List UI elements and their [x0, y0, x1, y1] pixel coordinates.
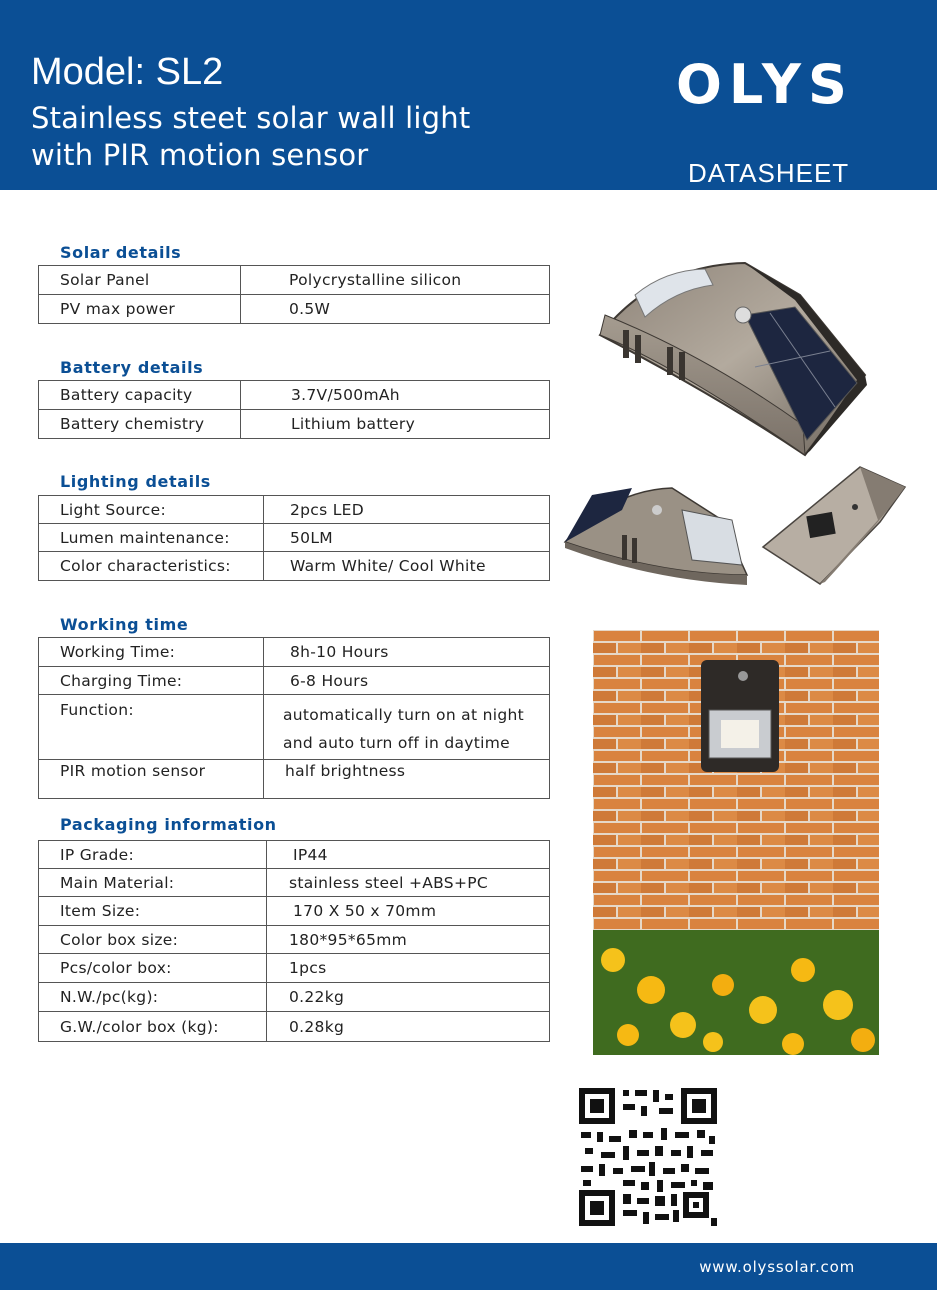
section-title-battery: Battery details: [60, 358, 204, 377]
table-row: [39, 552, 550, 581]
row-label: Item Size:: [39, 897, 267, 926]
brick-wall-mounted-photo: [593, 630, 879, 1055]
product-subtitle: [31, 100, 470, 174]
light-front-view-icon: [562, 480, 757, 590]
row-value: 180*95*65mm: [267, 926, 550, 954]
table-row: [39, 695, 550, 760]
row-label: IP Grade:: [39, 841, 267, 869]
table-row: [39, 638, 550, 667]
row-value: half brightness: [264, 760, 550, 799]
row-value: Polycrystalline silicon: [241, 266, 550, 295]
light-back-view-icon: [760, 462, 908, 587]
row-value: 3.7V/500mAh: [241, 381, 550, 410]
battery-table: [38, 380, 550, 439]
row-value: IP44: [267, 841, 550, 869]
flowers-icon: [593, 930, 879, 1055]
row-value: 0.28kg: [267, 1012, 550, 1042]
row-value: Warm White/ Cool White: [264, 552, 550, 581]
lighting-table: [38, 495, 550, 581]
subtitle-line-2: with PIR motion sensor: [31, 138, 369, 172]
row-value: 0.5W: [241, 295, 550, 324]
header-banner: [0, 0, 937, 190]
row-label: Lumen maintenance:: [39, 524, 264, 552]
table-row: [39, 410, 550, 439]
table-row: [39, 266, 550, 295]
brand-logo: OLYS: [676, 53, 854, 116]
row-value: 6-8 Hours: [264, 667, 550, 695]
section-title-lighting: Lighting details: [60, 472, 211, 491]
row-value: 50LM: [264, 524, 550, 552]
row-label: Function:: [39, 695, 264, 760]
table-row: [39, 760, 550, 799]
row-label: N.W./pc(kg):: [39, 983, 267, 1012]
footer-banner: [0, 1243, 937, 1290]
website-link[interactable]: www.olyssolar.com: [699, 1258, 855, 1276]
row-label: Color box size:: [39, 926, 267, 954]
row-label: Battery chemistry: [39, 410, 241, 439]
table-row: [39, 381, 550, 410]
row-label: Color characteristics:: [39, 552, 264, 581]
working-table: [38, 637, 550, 799]
row-label: Pcs/color box:: [39, 954, 267, 983]
table-row: [39, 869, 550, 897]
row-value: 2pcs LED: [264, 496, 550, 524]
table-row: [39, 667, 550, 695]
function-line-1: automatically turn on at night: [283, 706, 524, 724]
row-label: Charging Time:: [39, 667, 264, 695]
row-label: Main Material:: [39, 869, 267, 897]
table-row: [39, 295, 550, 324]
row-value: Lithium battery: [241, 410, 550, 439]
row-label: Working Time:: [39, 638, 264, 667]
row-label: Battery capacity: [39, 381, 241, 410]
doc-type-label: DATASHEET: [688, 158, 850, 188]
table-row: [39, 524, 550, 552]
row-value: 0.22kg: [267, 983, 550, 1012]
row-label: Solar Panel: [39, 266, 241, 295]
table-row: [39, 897, 550, 926]
row-label: PV max power: [39, 295, 241, 324]
table-row: [39, 841, 550, 869]
table-row: [39, 496, 550, 524]
solar-wall-light-icon: [595, 255, 885, 460]
solar-table: [38, 265, 550, 324]
row-value: stainless steel +ABS+PC: [267, 869, 550, 897]
section-title-packaging: Packaging information: [60, 815, 277, 834]
table-row: [39, 1012, 550, 1042]
row-value: 170 X 50 x 70mm: [267, 897, 550, 926]
table-row: [39, 983, 550, 1012]
row-value: [264, 695, 550, 760]
table-row: [39, 926, 550, 954]
packaging-table: [38, 840, 550, 1042]
section-title-working: Working time: [60, 615, 189, 634]
row-label: PIR motion sensor: [39, 760, 264, 799]
section-title-solar: Solar details: [60, 243, 182, 262]
row-value: 1pcs: [267, 954, 550, 983]
model-title: Model: SL2: [31, 51, 224, 93]
qr-code-icon: [579, 1088, 717, 1226]
subtitle-line-1: Stainless steet solar wall light: [31, 101, 471, 135]
table-row: [39, 954, 550, 983]
function-line-2: and auto turn off in daytime: [283, 734, 510, 752]
row-value: 8h-10 Hours: [264, 638, 550, 667]
row-label: Light Source:: [39, 496, 264, 524]
row-label: G.W./color box (kg):: [39, 1012, 267, 1042]
